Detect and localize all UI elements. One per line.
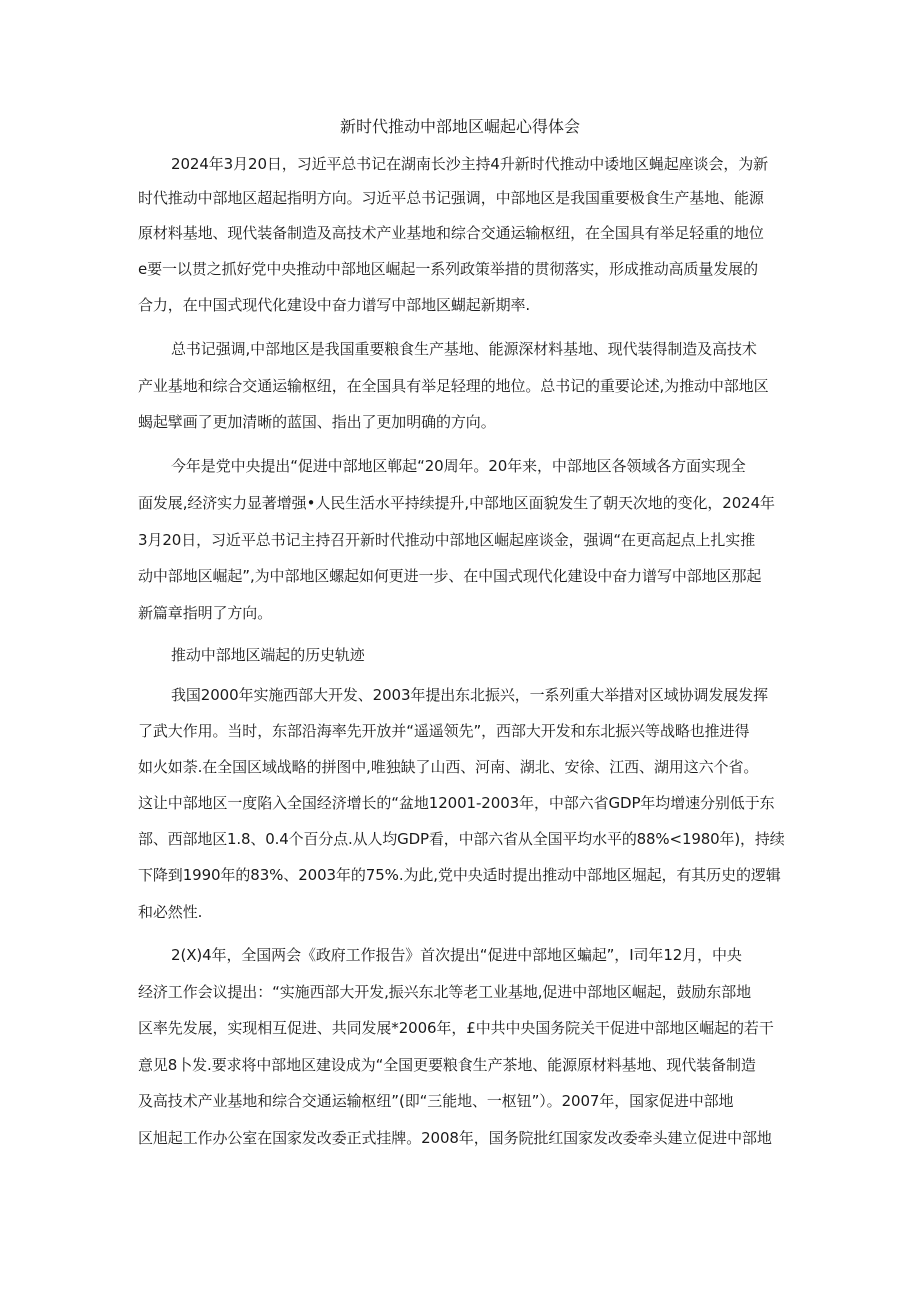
- paragraph-line: 动中部地区崛起”,为中部地区螺起如何更进一步、在中国式现代化建设中奋力谱写中部地区那起: [138, 567, 762, 585]
- paragraph-line: 意见8卜发.要求将中部地区建设成为“全国更要粮食生产茶地、能源原材料基地、现代装备制造: [138, 1056, 756, 1074]
- paragraph-line: 总书记强调,中部地区是我国重要粮食生产基地、能源深材料基地、现代装得制造及高技术: [171, 340, 757, 358]
- paragraph-line: 面发展,经济实力显著增强•人民生活水平持续提升,中部地区面貌发生了朝天次地的变化，2024年: [138, 494, 775, 512]
- document-title: 新时代推动中部地区崛起心得体会: [339, 117, 580, 136]
- paragraph-line: 原材料基地、现代装备制造及高技术产业基地和综合交通运输枢纽，在全国具有举足轻重的地位: [138, 224, 764, 242]
- paragraph-line: 合力，在中国式现代化建设中奋力谱写中部地区蝴起新期率.: [138, 296, 531, 314]
- paragraph-line: 如火如荼.在全国区域战略的拼图中,唯独缺了山西、河南、湖北、安徐、江西、湖用这六个省。: [138, 758, 759, 776]
- paragraph-line: 时代推动中部地区超起指明方向。习近平总书记强调，中部地区是我国重要极食生产基地、能源: [138, 189, 764, 207]
- paragraph-line: 下降到1990年的83%、2003年的75%.为此,党中央适时提出推动中部地区堀起，有其历史的逻辑: [138, 866, 781, 884]
- paragraph-line: 和必然性.: [138, 903, 203, 921]
- paragraph-line: 及高技术产业基地和综合交通运输枢纽”(即“三能地、一枢钮”）。2007年，国家促进中部地: [138, 1092, 734, 1110]
- paragraph-line: 蝎起擘画了更加清晰的蓝国、指出了更加明确的方向。: [138, 413, 496, 431]
- paragraph-line: 新篇章指明了方向。: [138, 604, 273, 622]
- paragraph-line: 今年是党中央提出“促进中部地区郸起“20周年。20年来，中部地区各领域各方面实现全: [171, 457, 746, 475]
- paragraph-line: 2(X)4年，全国两会《政府工作报告》首次提出“促进中部地区蝙起”，I司年12月，中央: [171, 946, 742, 964]
- paragraph-line: 经济工作会议提出：“实施西部大开发,振兴东北等老工业基地,促进中部地区崛起，鼓励东部地: [138, 983, 752, 1001]
- paragraph-line: 我国2000年实施西部大开发、2003年提出东北振兴，一系列重大举措对区域协调发展发挥: [171, 686, 769, 704]
- paragraph-line: 了武大作用。当时，东部沿海率先开放并“遥遥领先”，西部大开发和东北振兴等战略也推进得: [138, 722, 750, 740]
- paragraph-line: 3月20日，习近平总书记主持召开新时代推动中部地区崛起座谈金，强调“在更高起点上扎实推: [138, 531, 756, 549]
- paragraph-line: 产业基地和综合交通运输枢纽，在全国具有举足轻理的地位。总书记的重要论述,为推动中部地区: [138, 377, 769, 395]
- paragraph-line: 区率先发展，实现相互促进、共同发展*2006年，£中共中央国务院关干促进中部地区崛起的若干: [138, 1019, 774, 1037]
- section-heading: 推动中部地区端起的历史轨迹: [171, 646, 365, 664]
- paragraph-line: 这让中部地区一度陷入全国经济增长的“盆地12001-2003年，中部六省GDP年均增速分别低于东: [138, 794, 775, 812]
- paragraph-line: 2024年3月20日，习近平总书记在湖南长沙主持4升新时代推动中诿地区蝇起座谈会，为新: [171, 155, 769, 173]
- paragraph-line: 区旭起工作办公室在国家发改委正式挂牌。2008年，国务院批红国家发改委牵头建立促进中部地: [138, 1129, 772, 1147]
- paragraph-line: e要一以贯之抓好党中央推动中部地区崛起一系列政策举措的贯彻落实，形成推动高质量发展的: [138, 260, 759, 278]
- paragraph-line: 部、西部地区1.8、0.4个百分点.从人均GDP看，中部六省从全国平均水平的88%<1980年)，持续: [138, 830, 785, 848]
